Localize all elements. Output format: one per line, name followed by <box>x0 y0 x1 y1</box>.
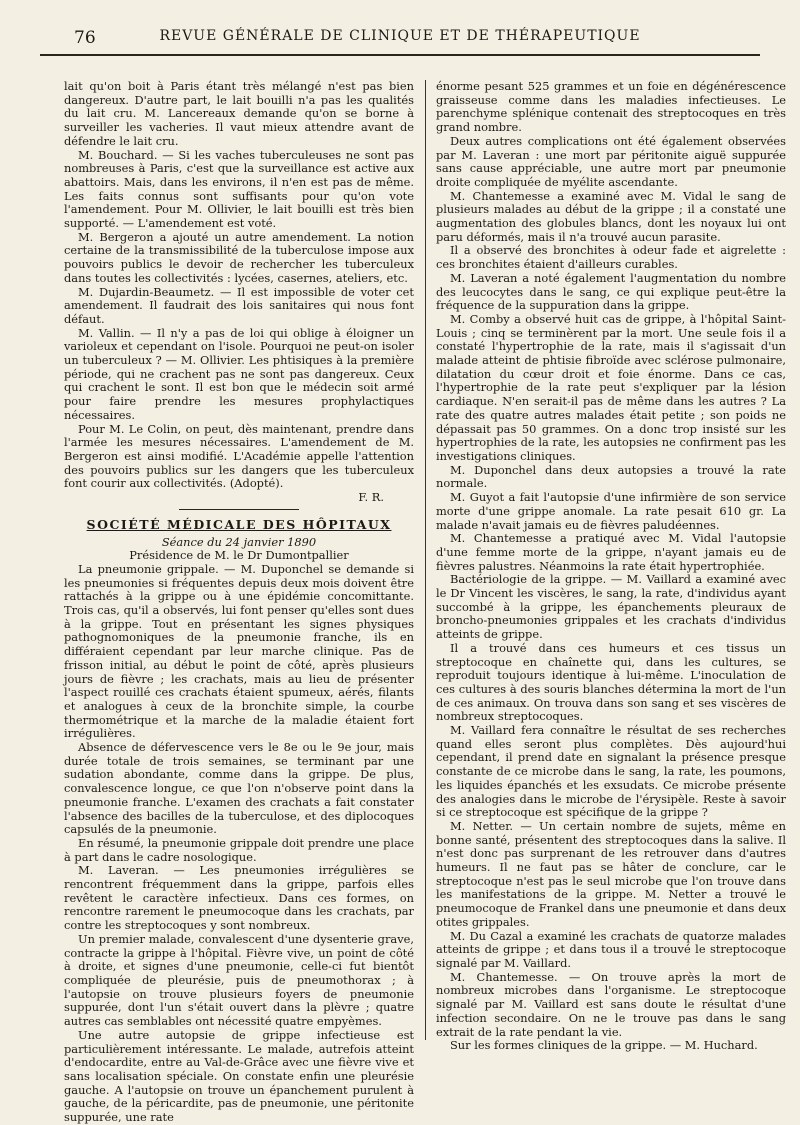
paragraph: Bactériologie de la grippe. — M. Vaillard a examiné avec le Dr Vincent les viscères, le sang, la rate, d'individus ayant succombé à la grippe, les épanchements pleuraux de broncho-pneumonies grippales et les crachats d'individus atteints de grippe. <box>436 572 786 642</box>
column-divider <box>425 80 426 1040</box>
paragraph: M. Dujardin-Beaumetz. — Il est impossible de voter cet amendement. Il faudrait des lois sanitaires qui nous font défaut. <box>64 284 414 326</box>
paragraph: lait qu'on boit à Paris étant très mélangé n'est pas bien dangereux. D'autre part, le lait bouilli n'a pas les qualités du lait cru. M. Lancereaux demande qu'on se borne à surveiller les vacheries. Il vaut mieux attendre avant de défendre le lait cru. <box>64 79 414 148</box>
paragraph: M. Vallin. — Il n'y a pas de loi qui oblige à éloigner un varioleux et cependant on l'isole. Pourquoi ne peut-on isoler un tuberculeux ? — M. Ollivier. Les phtisiques à la première période, qui ne crachent pas ne sont pas dangereux. Ceux qui crachent le sont. Il est bon que le médecin soit armé pour faire prendre les mesures prophylactiques nécessaires. <box>64 325 414 422</box>
paragraph: M. Du Cazal a examiné les crachats de quatorze malades atteints de grippe ; et dans tous il a trouvé le streptocoque signalé par M. Vaillard. <box>436 928 786 970</box>
session-date: Séance du 24 janvier 1890 <box>161 534 317 549</box>
paragraph: Il a trouvé dans ces humeurs et ces tissus un streptocoque en chaînette qui, dans les cultures, se reproduit toujours identique à lui-même. L'inoculation de ces cultures à des souris blanches détermina la mort de l'un de ces animaux. On trouva dans son sang et ses viscères de nombreux streptocoques. <box>436 640 786 724</box>
paragraph: énorme pesant 525 grammes et un foie en dégénérescence graisseuse comme dans les maladies infectieuses. Le parenchyme splénique contenait des streptocoques en très grand nombre. <box>436 79 786 135</box>
paragraph: M. Guyot a fait l'autopsie d'une infirmière de son service morte d'une grippe anomale. La rate pesait 610 gr. La malade n'avait jamais eu de fièvres paludéennes. <box>436 490 786 532</box>
paragraph: Pour M. Le Colin, on peut, dès maintenant, prendre dans l'armée les mesures nécessaires. L'amendement de M. Bergeron est ainsi modifié. L'Académie appelle l'attention des pouvoirs publics sur les dangers que les tuberculeux font courir aux collectivités. (Adopté). <box>64 421 414 491</box>
paragraph: M. Chantemesse a examiné avec M. Vidal le sang de plusieurs malades au début de la grippe ; il a constaté une augmentation des globules blancs, dont les noyaux lui ont paru déformés, mais il n'a trouvé aucun parasite. <box>436 188 786 244</box>
section-title: SOCIÉTÉ MÉDICALE DES HÔPITAUX <box>86 516 392 532</box>
paragraph: La pneumonie grippale. — M. Duponchel se demande si les pneumonies si fréquentes depuis deux mois doivent être rattachés à la grippe ou à une épidémie concomittante. Trois cas, qu'il a observés, lui font penser qu'elles sont dues à la grippe. Tout en présentant les signes physiques pathognomoniques de la pneumonie franche, ils en différaient cependant par leur marche clinique. Pas de frisson initial, au début le point de côté, après plusieurs jours de fièvre ; les crachats, mais au lieu de présenter l'aspect rouillé ces crachats étaient spumeux, aérés, filants et analogues à ceux de la bronchite simple, la courbe thermométrique et la marche de la maladie étaient fort irrégulières. <box>64 561 414 741</box>
paragraph: Absence de défervescence vers le 8e ou le 9e jour, mais durée totale de trois semaines, se terminant par une sudation abondante, comme dans la grippe. De plus, convalescence longue, ce que l'on n'observe point dans la pneumonie franche. L'examen des crachats a fait constater l'absence des bacilles de la tuberculose, et des diplocoques capsulés de la pneumonie. <box>64 740 414 837</box>
paragraph: M. Bouchard. — Si les vaches tuberculeuses ne sont pas nombreuses à Paris, c'est que la surveillance est active aux abattoirs. Mais, dans les environs, il n'en est pas de même. Les faits connus sont suffisants pour qu'on vote l'amendement. Pour M. Ollivier, le lait bouilli est très bien supporté. — L'amendement est voté. <box>64 147 414 231</box>
paragraph: M. Laveran a noté également l'augmentation du nombre des leucocytes dans le sang, ce qui explique peut-être la fréquence de la suppuration dans la grippe. <box>436 270 786 313</box>
paragraph: Une autre autopsie de grippe infectieuse est particulièrement intéressante. Le malade, autrefois atteint d'endocardite, entre au Val-de-Grâce avec une fièvre vive et sans localisation spéciale. On constate enfin une pleurésie gauche. A l'autopsie on trouve un épanchement purulent à gauche, de la péricardite, pas de pneumonie, une péritonite suppurée, une rate <box>64 1027 414 1125</box>
page-header <box>40 22 760 56</box>
paragraph: M. Laveran. — Les pneumonies irrégulières se rencontrent fréquemment dans la grippe, parfois elles revêtent le caractère infectieux. Dans ces formes, on rencontre rarement le pneumocoque dans les crachats, par contre les streptocoques y sont nombreux. <box>64 863 414 933</box>
paragraph: Sur les formes cliniques de la grippe. — M. Huchard. <box>450 1038 758 1053</box>
paragraph: M. Vaillard fera connaître le résultat de ses recherches quand elles seront plus complètes. Dès aujourd'hui cependant, il prend date en signalant la présence presque constante de ce microbe dans le sang, la rate, les poumons, les liquides épanchés et les exsudats. Ce microbe présente des analogies dans le microbe de l'érysipèle. Reste à savoir si ce streptocoque est spécifique de la grippe ? <box>436 723 786 820</box>
paragraph: Il a observé des bronchites à odeur fade et aigrelette : ces bronchites étaient d'ailleurs curables. <box>436 243 786 272</box>
paragraph: Deux autres complications ont été également observées par M. Laveran : une mort par péritonite aiguë suppurée sans cause appréciable, une autre mort par pneumonie droite compliquée de myélite ascendante. <box>436 133 786 189</box>
signature: F. R. <box>358 490 384 505</box>
separator-rule <box>179 509 299 510</box>
running-title: REVUE GÉNÉRALE DE CLINIQUE ET DE THÉRAPEUTIQUE <box>159 28 641 44</box>
paragraph: Un premier malade, convalescent d'une dysenterie grave, contracte la grippe à l'hôpital. Fièvre vive, un point de côté à droite, et signes d'une pneumonie, celle-ci fut bientôt compliquée de pleurésie, puis de pneumothorax ; à l'autopsie on trouve plusieurs foyers de pneumonie suppurée, dont l'un s'était ouvert dans la plèvre ; quatre autres cas semblables ont nécessité quatre empyèmes. <box>64 931 414 1029</box>
paragraph: En résumé, la pneumonie grippale doit prendre une place à part dans le cadre nosologique. <box>64 835 414 864</box>
page-number: 76 <box>74 28 96 48</box>
paragraph: M. Comby a observé huit cas de grippe, à l'hôpital Saint-Louis ; cinq se terminèrent par la mort. Une seule fois il a constaté l'hypertrophie de la rate, mais il s'agissait d'un malade atteint de phtisie fibroïde avec sclérose pulmonaire, dilatation du cœur droit et foie énorme. Dans ce cas, l'hypertrophie de la rate peut s'expliquer par la lésion cardiaque. N'en serait-il pas de même dans les autres ? La rate des quatre autres malades était petite ; son poids ne dépassait pas 50 grammes. On a donc trop insisté sur les hypertrophies de la rate, les autopsies ne confirment pas les investigations cliniques. <box>436 311 786 463</box>
paragraph: M. Chantemesse. — On trouve après la mort de nombreux microbes dans l'organisme. Le streptocoque signalé par M. Vaillard est sans doute le résultat d'une infection secondaire. On ne le trouve pas dans le sang extrait de la rate pendant la vie. <box>436 969 786 1039</box>
right-column <box>436 79 786 1053</box>
left-column <box>64 79 414 1125</box>
paragraph: M. Chantemesse a pratiqué avec M. Vidal l'autopsie d'une femme morte de la grippe, n'ayant jamais eu de fièvres palustres. Néanmoins la rate était hypertrophiée. <box>436 531 786 573</box>
paragraph: M. Netter. — Un certain nombre de sujets, même en bonne santé, présentent des streptocoques dans la salive. Il n'est donc pas surprenant de les retrouver dans d'autres humeurs. Il ne faut pas se hâter de conclure, car le streptocoque n'est pas le seul microbe que l'on trouve dans les manifestations de la grippe. M. Netter a trouvé le pneumocoque de Frankel dans une pneumonie et dans deux otites grippales. <box>436 818 786 929</box>
presidence-line: Présidence de M. le Dr Dumontpallier <box>129 548 349 563</box>
paragraph: M. Duponchel dans deux autopsies a trouvé la rate normale. <box>436 462 786 491</box>
paragraph: M. Bergeron a ajouté un autre amendement. La notion certaine de la transmissibilité de la tuberculose impose aux pouvoirs publics le devoir de rechercher les tuberculeux dans toutes les collectivités : lycées, casernes, ateliers, etc. <box>64 229 414 285</box>
